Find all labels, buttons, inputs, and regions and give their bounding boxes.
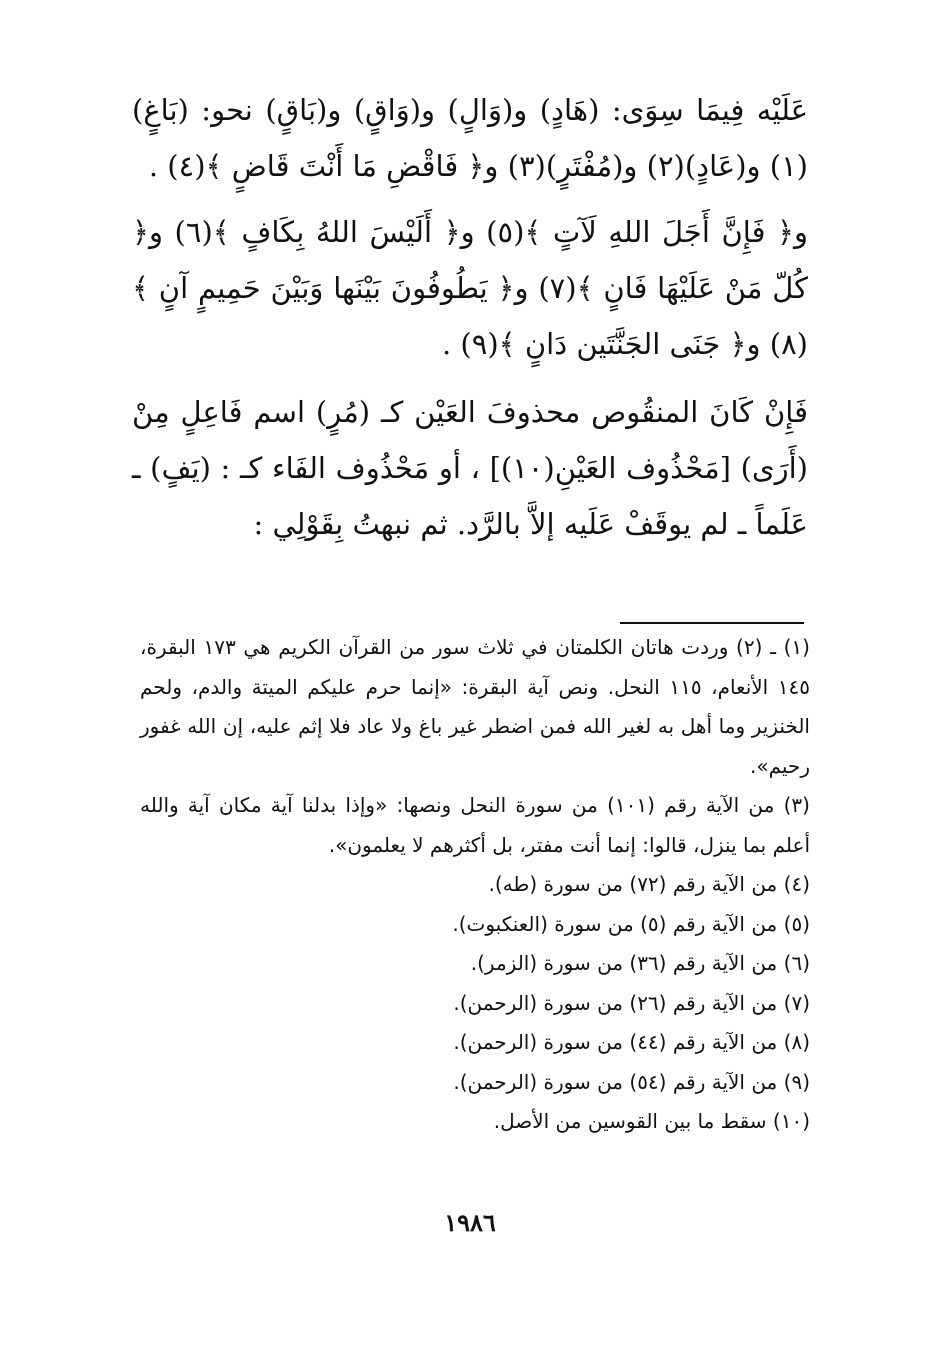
footnote-4: (٤) من الآية رقم (٧٢) من سورة (طه). [488, 872, 810, 896]
main-text [132, 82, 808, 552]
footnote-separator [620, 622, 804, 624]
footnote-7: (٧) من الآية رقم (٢٦) من سورة (الرحمن). [453, 990, 810, 1015]
paragraph-1: عَلَيْه فِيمَا سِوَى: (هَادٍ) و(وَالٍ) و(وَاقٍ) و(بَاقٍ) نحو: (بَاغٍ)(١) و(عَادٍ)(٢) و(مُفْتَرٍ)(٣) و﴿ فَاقْضِ مَا أَنْتَ قَاضٍ ﴾(٤) . [132, 93, 808, 183]
footnotes [140, 628, 810, 1142]
footnote-10: (١٠) سقط ما بين القوسين من الأصل. [493, 1109, 810, 1133]
footnote-6: (٦) من الآية رقم (٣٦) من سورة (الزمر). [470, 951, 810, 975]
footnote-5: (٥) من الآية رقم (٥) من سورة (العنكبوت). [452, 911, 810, 936]
footnote-3: (٣) من الآية رقم (١٠١) من سورة النحل ونصها: «وإذا بدلنا آية مكان آية والله أعلم بما ينزل، قالوا: إنما أنت مفتر، بل أكثرهم لا يعلمون». [140, 793, 810, 857]
footnote-8: (٨) من الآية رقم (٤٤) من سورة (الرحمن). [453, 1030, 810, 1054]
page-number: ١٩٨٦ [444, 1208, 496, 1237]
paragraph-3: فَإِنْ كَانَ المنقُوص محذوفَ العَيْن كـ (مُرٍ) اسم فَاعِلٍ مِنْ (أَرَى) [مَحْذُوف العَيْنِ(١٠)] ، أو مَحْذُوف الفَاء كـ : (يَفٍ) ـ عَلَماً ـ لم يوقَفْ عَلَيه إلاَّ بالرَّد. ثم نبهتُ بِقَوْلِي : [132, 395, 808, 541]
paragraph-2: و﴿ فَإِنَّ أَجَلَ اللهِ لَآتٍ ﴾(٥) و﴿ أَلَيْسَ اللهُ بِكَافٍ ﴾(٦) و﴿ كُلّ مَنْ عَلَيْهَا فَانٍ ﴾(٧) و﴿ يَطُوفُونَ بَيْنَها وَبَيْنَ حَمِيمٍ آنٍ ﴾(٨) و﴿ جَنَى الجَنَّتَين دَانٍ ﴾(٩) . [132, 215, 809, 361]
footnote-1-2: (١) ـ (٢) وردت هاتان الكلمتان في ثلاث سور من القرآن الكريم هي ١٧٣ البقرة، ١٤٥ الأنعام، ١١٥ النحل. ونص آية البقرة: «إنما حرم عليكم الميتة والدم، ولحم الخنزير وما أهل به لغير الله فمن اضطر غير باغ ولا عاد فلا إثم عليه، إن الله غفور رحيم». [140, 635, 810, 778]
footnote-9: (٩) من الآية رقم (٥٤) من سورة (الرحمن). [453, 1069, 810, 1094]
